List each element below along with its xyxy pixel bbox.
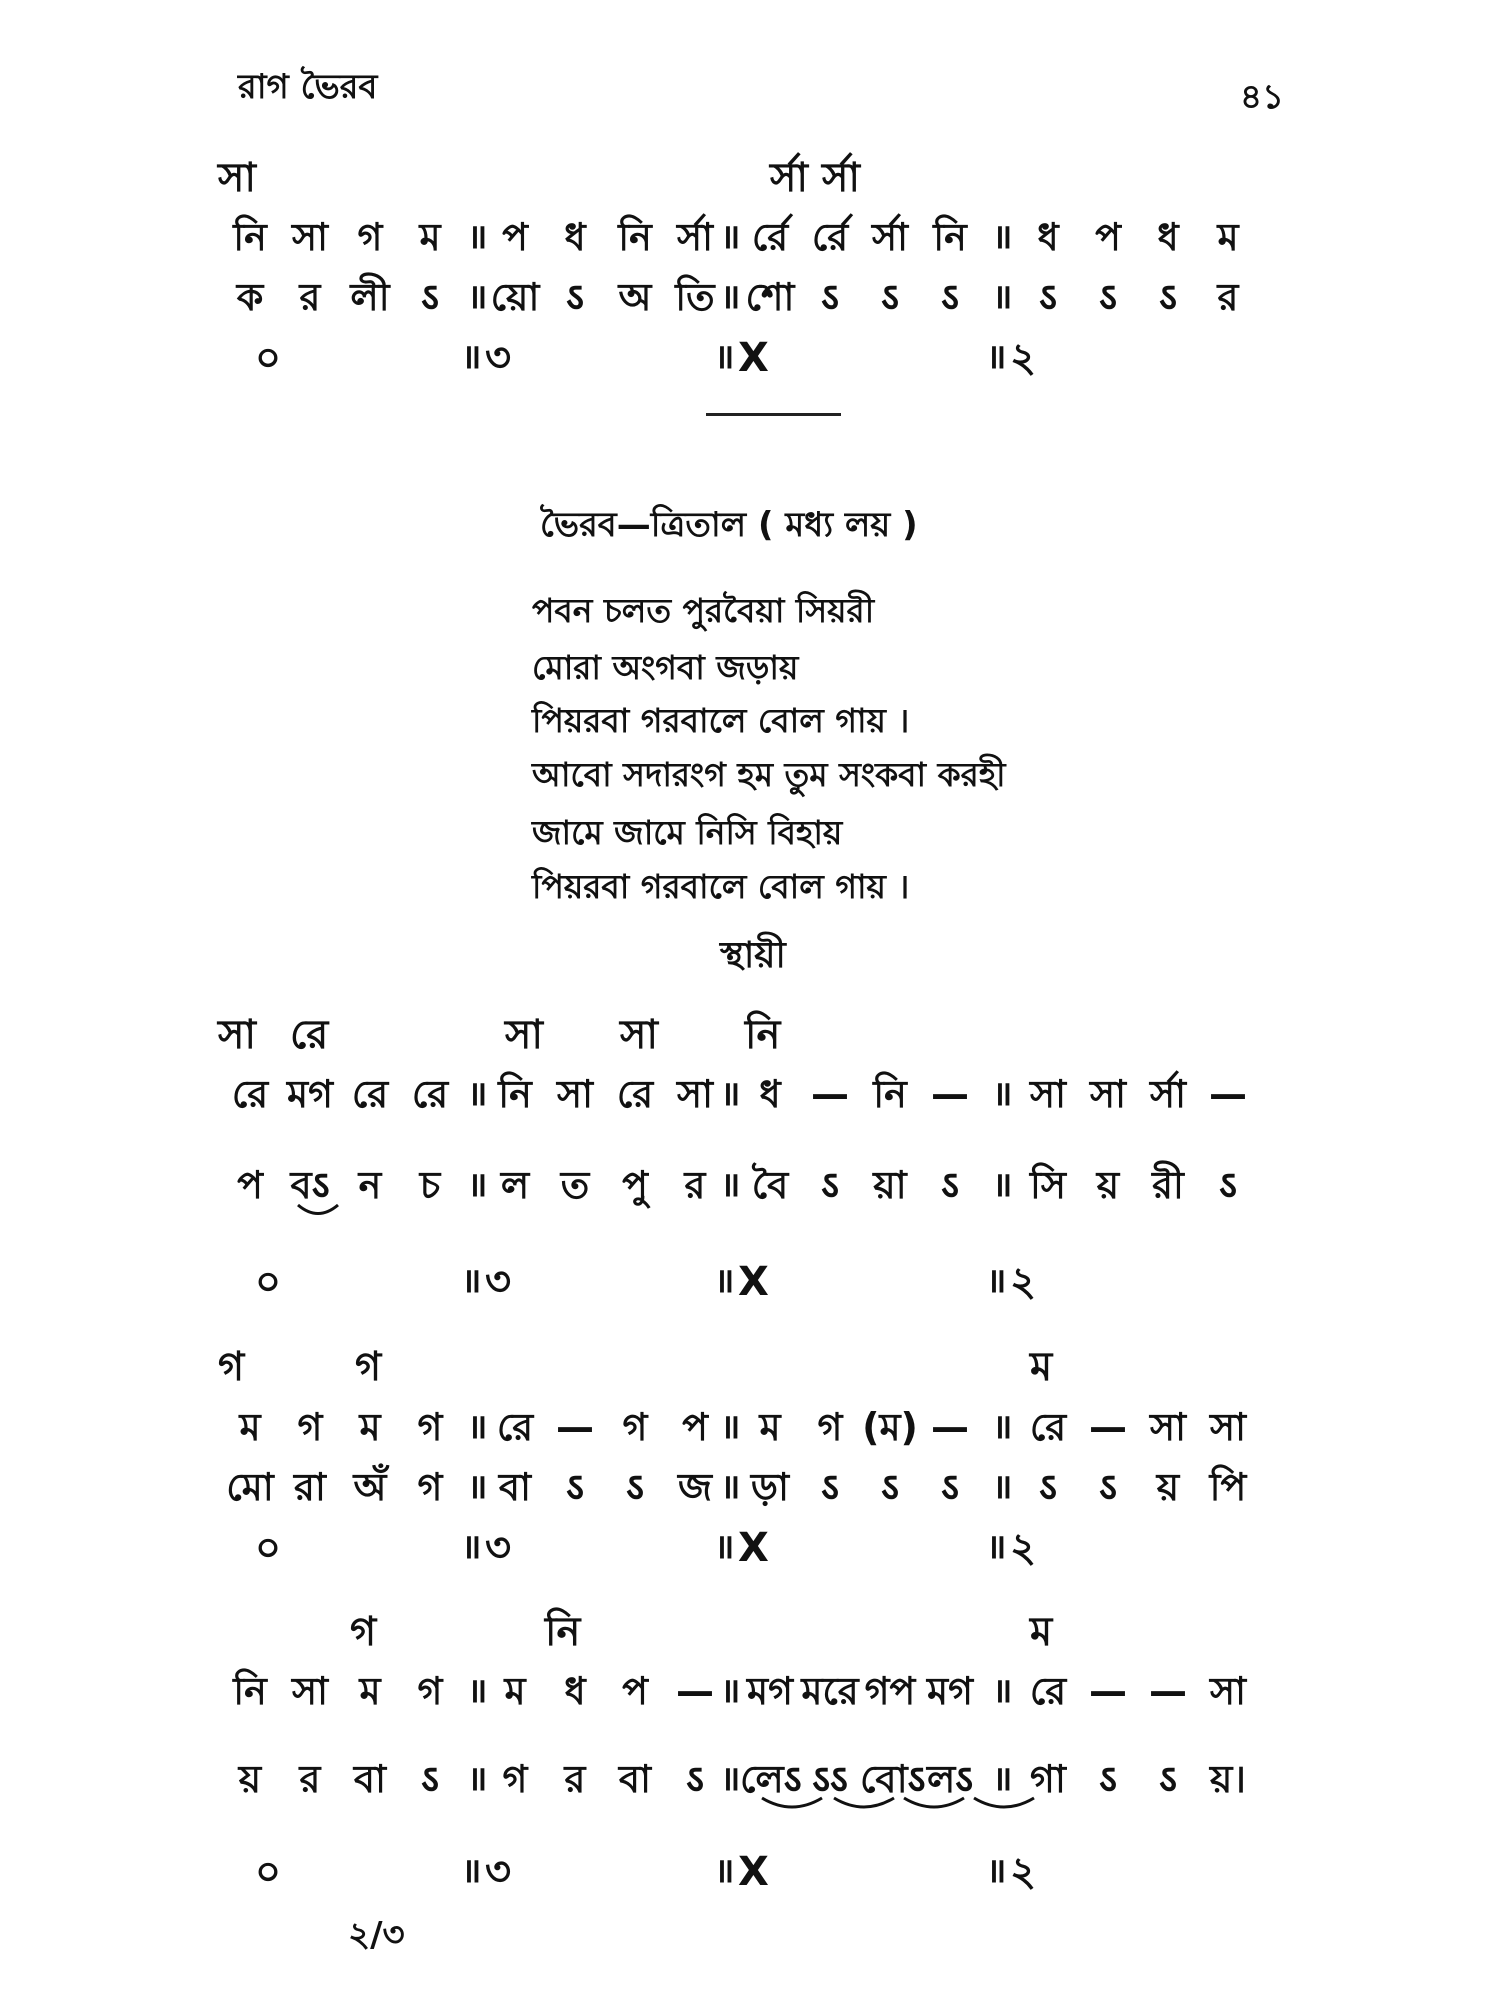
- tal-marker: ৩: [485, 335, 512, 381]
- bar-line: ॥: [714, 337, 733, 377]
- swara-note: নি: [618, 215, 652, 259]
- tal-marker: ০: [255, 1525, 282, 1571]
- bol-syllable: ऽ: [881, 1465, 899, 1509]
- bol-syllable: ন: [358, 1163, 382, 1207]
- tal-marker: X: [738, 1525, 769, 1571]
- swara-note: সা: [676, 1072, 714, 1116]
- swara-note: —: [811, 1072, 849, 1116]
- swara-note: প: [502, 215, 528, 259]
- bar-line: ॥: [461, 337, 480, 377]
- kan-swara: গ: [218, 1344, 245, 1390]
- bol-syllable: গ: [502, 1757, 528, 1801]
- running-title: রাগ ভৈরব: [238, 67, 378, 107]
- bar-line: ॥: [461, 1261, 480, 1301]
- bar-line: ॥: [467, 1759, 486, 1799]
- swara-note: র্সা: [871, 215, 909, 259]
- kan-swara: নি: [545, 1609, 581, 1655]
- bar-line: ॥: [720, 1671, 739, 1711]
- swara-note: প: [622, 1669, 648, 1713]
- bol-syllable: ऽ: [941, 1465, 959, 1509]
- bol-syllable: ऽ: [686, 1757, 704, 1801]
- swara-note: র্রে: [811, 215, 849, 259]
- kan-swara: সা: [620, 1012, 659, 1058]
- swara-note: প: [1095, 215, 1121, 259]
- bar-line: ॥: [461, 1851, 480, 1891]
- swara-note: সা: [291, 215, 329, 259]
- lyric-line: পিয়রবা গরবালে বোল গায় ।: [532, 867, 910, 906]
- bol-syllable: য়: [1156, 1465, 1180, 1509]
- lyric-line: আবো সদার‍ংগ হম তুম সংকবা করহী: [532, 755, 1006, 794]
- tal-marker: ২: [1010, 1525, 1037, 1571]
- swara-note: নি: [933, 215, 967, 259]
- swara-note: ম: [359, 1669, 381, 1713]
- swara-note: র্সা: [676, 215, 714, 259]
- swara-note: ম: [419, 215, 441, 259]
- swara-note: মগ: [746, 1669, 793, 1713]
- kan-swara: ম: [1030, 1344, 1053, 1390]
- bar-line: ॥: [992, 1759, 1011, 1799]
- swara-note: —: [1209, 1072, 1247, 1116]
- bol-syllable: বা: [353, 1757, 387, 1801]
- swara-note: —: [931, 1072, 969, 1116]
- bol-syllable: লऽ: [926, 1757, 974, 1801]
- bar-line: ॥: [467, 217, 486, 257]
- tal-marker: ২: [1010, 335, 1037, 381]
- bar-line: ॥: [720, 1467, 739, 1507]
- bar-line: ॥: [467, 277, 486, 317]
- kan-swara: সা: [218, 1012, 257, 1058]
- tal-marker: ০: [255, 335, 282, 381]
- kan-swara: র্সা: [770, 155, 809, 201]
- bol-syllable: চ: [419, 1163, 441, 1207]
- swara-note: মরে: [801, 1669, 859, 1713]
- swara-note: নি: [233, 215, 267, 259]
- bol-syllable: র: [684, 1163, 706, 1207]
- lyric-line: পিয়রবা গরবালে বোল গায় ।: [532, 701, 910, 740]
- bar-line: ॥: [986, 1261, 1005, 1301]
- bol-syllable: ऽ: [566, 275, 584, 319]
- swara-note: সা: [1149, 1405, 1187, 1449]
- page-number: ৪১: [1240, 77, 1285, 117]
- kan-swara: গ: [355, 1344, 382, 1390]
- bol-syllable: ত: [560, 1163, 590, 1207]
- bol-syllable: ऽ: [1099, 1757, 1117, 1801]
- swara-note: রে: [1029, 1405, 1067, 1449]
- kan-swara: সা: [505, 1012, 544, 1058]
- bol-syllable: অঁ: [353, 1465, 387, 1509]
- bol-syllable: য়া: [873, 1163, 907, 1207]
- swara-note: গ: [297, 1405, 323, 1449]
- bol-syllable: জ: [678, 1465, 712, 1509]
- swara-note: গ: [417, 1405, 443, 1449]
- swara-note: ম: [1217, 215, 1239, 259]
- swara-note: রে: [351, 1072, 389, 1116]
- bol-syllable: পি: [1209, 1465, 1247, 1509]
- bar-line: ॥: [467, 1165, 486, 1205]
- bol-syllable: ऽ: [1159, 275, 1177, 319]
- swara-note: ম: [759, 1405, 781, 1449]
- bar-line: ॥: [986, 1527, 1005, 1567]
- bol-syllable: ऽ: [821, 1465, 839, 1509]
- swara-note: নি: [233, 1669, 267, 1713]
- composition-title: ভৈরব—ত্রিতাল ( মধ্য লয় ): [540, 505, 918, 545]
- bol-syllable: মো: [226, 1465, 274, 1509]
- kan-swara: নি: [745, 1012, 781, 1058]
- tal-marker: X: [738, 335, 769, 381]
- tal-marker: X: [738, 1259, 769, 1305]
- slur-arc: [974, 1798, 1034, 1807]
- bol-syllable: ऽ: [626, 1465, 644, 1509]
- lyric-line: মোরা অ‍ংগবা জড়ায়: [532, 648, 799, 687]
- bar-line: ॥: [461, 1527, 480, 1567]
- bol-syllable: সি: [1030, 1163, 1066, 1207]
- swara-note: গ: [357, 215, 383, 259]
- swara-note: ধ: [1157, 215, 1179, 259]
- bol-syllable: বऽ: [290, 1163, 330, 1207]
- bar-line: ॥: [720, 217, 739, 257]
- bol-syllable: ऽ: [1159, 1757, 1177, 1801]
- bol-syllable: য়ো: [490, 275, 540, 319]
- swara-note: র্সা: [1149, 1072, 1187, 1116]
- bol-syllable: বা: [618, 1757, 652, 1801]
- bol-syllable: ऽ: [881, 275, 899, 319]
- bol-syllable: র: [299, 275, 321, 319]
- bol-syllable: লেऽ: [740, 1757, 802, 1801]
- bol-syllable: ऽ: [1099, 1465, 1117, 1509]
- bar-line: ॥: [986, 1851, 1005, 1891]
- tal-marker: ০: [255, 1259, 282, 1305]
- bol-syllable: বৈ: [751, 1163, 789, 1207]
- bol-syllable: বা: [498, 1465, 532, 1509]
- swara-note: রে: [411, 1072, 449, 1116]
- swara-note: র্রে: [751, 215, 789, 259]
- swara-note: নি: [498, 1072, 532, 1116]
- bol-syllable: বোऽ: [860, 1757, 926, 1801]
- bol-syllable: ऽ: [1099, 275, 1117, 319]
- swara-note: —: [1149, 1669, 1187, 1713]
- swara-note: রে: [231, 1072, 269, 1116]
- bol-syllable: ऽ: [1039, 275, 1057, 319]
- kan-swara: সা: [218, 155, 257, 201]
- swara-note: ধ: [1037, 215, 1059, 259]
- swara-note: মগ: [286, 1072, 333, 1116]
- bol-syllable: ऽ: [421, 1757, 439, 1801]
- bar-line: ॥: [467, 1407, 486, 1447]
- swara-note: —: [676, 1669, 714, 1713]
- bar-line: ॥: [720, 1165, 739, 1205]
- bar-line: ॥: [992, 1407, 1011, 1447]
- swara-note: গ: [417, 1669, 443, 1713]
- bol-syllable: ড়া: [750, 1465, 790, 1509]
- signature-mark: ২/৩: [348, 1915, 405, 1955]
- swara-note: নি: [873, 1072, 907, 1116]
- bol-syllable: গা: [1030, 1757, 1066, 1801]
- bar-line: ॥: [992, 1074, 1011, 1114]
- bol-syllable: য়।: [1210, 1757, 1246, 1801]
- bar-line: ॥: [714, 1527, 733, 1567]
- bol-syllable: ऽ: [941, 275, 959, 319]
- lyric-line: পবন চলত পুরবৈয়া সিয়রী: [532, 591, 875, 630]
- tal-marker: ২: [1010, 1849, 1037, 1895]
- bol-syllable: প: [237, 1163, 263, 1207]
- bar-line: ॥: [992, 1467, 1011, 1507]
- kan-swara: র্সা: [822, 155, 861, 201]
- bol-syllable: ऽ: [821, 1163, 839, 1207]
- bol-syllable: শো: [745, 275, 795, 319]
- bol-syllable: পু: [622, 1163, 648, 1207]
- swara-note: —: [931, 1405, 969, 1449]
- bar-line: ॥: [992, 1671, 1011, 1711]
- bar-line: ॥: [992, 1165, 1011, 1205]
- bol-syllable: ऽ: [941, 1163, 959, 1207]
- swara-note: রে: [1029, 1669, 1067, 1713]
- bol-syllable: ऽ: [566, 1465, 584, 1509]
- swara-note: গপ: [864, 1669, 916, 1713]
- swara-note: ম: [359, 1405, 381, 1449]
- bar-line: ॥: [720, 277, 739, 317]
- bar-line: ॥: [467, 1467, 486, 1507]
- bar-line: ॥: [467, 1671, 486, 1711]
- tal-marker: X: [738, 1849, 769, 1895]
- tal-marker: ২: [1010, 1259, 1037, 1305]
- bol-syllable: র: [564, 1757, 586, 1801]
- bar-line: ॥: [720, 1074, 739, 1114]
- bol-syllable: ऽ: [1219, 1163, 1237, 1207]
- bol-syllable: গ: [417, 1465, 443, 1509]
- swara-note: মগ: [926, 1669, 973, 1713]
- tal-marker: ৩: [485, 1849, 512, 1895]
- bar-line: ॥: [467, 1074, 486, 1114]
- kan-swara: ম: [1030, 1609, 1053, 1655]
- bar-line: ॥: [714, 1851, 733, 1891]
- swara-note: ধ: [564, 215, 586, 259]
- bar-line: ॥: [720, 1759, 739, 1799]
- bol-syllable: ऽ: [1039, 1465, 1057, 1509]
- bol-syllable: য়: [238, 1757, 262, 1801]
- bar-line: ॥: [992, 217, 1011, 257]
- swara-note: সা: [1209, 1405, 1247, 1449]
- bol-syllable: র: [299, 1757, 321, 1801]
- section-label: স্থায়ী: [720, 935, 786, 976]
- tal-marker: ৩: [485, 1259, 512, 1305]
- swara-note: সা: [1089, 1072, 1127, 1116]
- tal-marker: ০: [255, 1849, 282, 1895]
- bol-syllable: ऽ: [421, 275, 439, 319]
- swara-note: (ম): [862, 1405, 918, 1449]
- bol-syllable: রা: [294, 1465, 326, 1509]
- swara-note: গ: [817, 1405, 843, 1449]
- swara-note: প: [682, 1405, 708, 1449]
- swara-note: সা: [556, 1072, 594, 1116]
- bol-syllable: য়: [1096, 1163, 1120, 1207]
- swara-note: রে: [616, 1072, 654, 1116]
- bol-syllable: রী: [1152, 1163, 1184, 1207]
- swara-note: —: [1089, 1405, 1127, 1449]
- swara-note: —: [1089, 1669, 1127, 1713]
- bar-line: ॥: [720, 1407, 739, 1447]
- bol-syllable: ল: [500, 1163, 530, 1207]
- swara-note: ম: [504, 1669, 526, 1713]
- bol-syllable: লী: [350, 275, 390, 319]
- bol-syllable: ক: [236, 275, 264, 319]
- bol-syllable: ऽ: [821, 275, 839, 319]
- bol-syllable: ऽऽ: [812, 1757, 848, 1801]
- swara-note: —: [556, 1405, 594, 1449]
- swara-note: ম: [239, 1405, 261, 1449]
- swara-note: গ: [622, 1405, 648, 1449]
- bar-line: ॥: [986, 337, 1005, 377]
- bol-syllable: অ: [618, 275, 652, 319]
- tal-marker: ৩: [485, 1525, 512, 1571]
- swara-note: ধ: [759, 1072, 781, 1116]
- swara-note: সা: [1209, 1669, 1247, 1713]
- swara-note: সা: [1029, 1072, 1067, 1116]
- bar-line: ॥: [992, 277, 1011, 317]
- bol-syllable: তি: [675, 275, 715, 319]
- kan-swara: রে: [290, 1012, 329, 1058]
- swara-note: সা: [291, 1669, 329, 1713]
- swara-note: রে: [496, 1405, 534, 1449]
- swara-note: ধ: [564, 1669, 586, 1713]
- bol-syllable: র: [1217, 275, 1239, 319]
- kan-swara: গ: [350, 1609, 377, 1655]
- bar-line: ॥: [714, 1261, 733, 1301]
- lyric-line: জামে জামে নিসি বিহায়: [532, 813, 843, 852]
